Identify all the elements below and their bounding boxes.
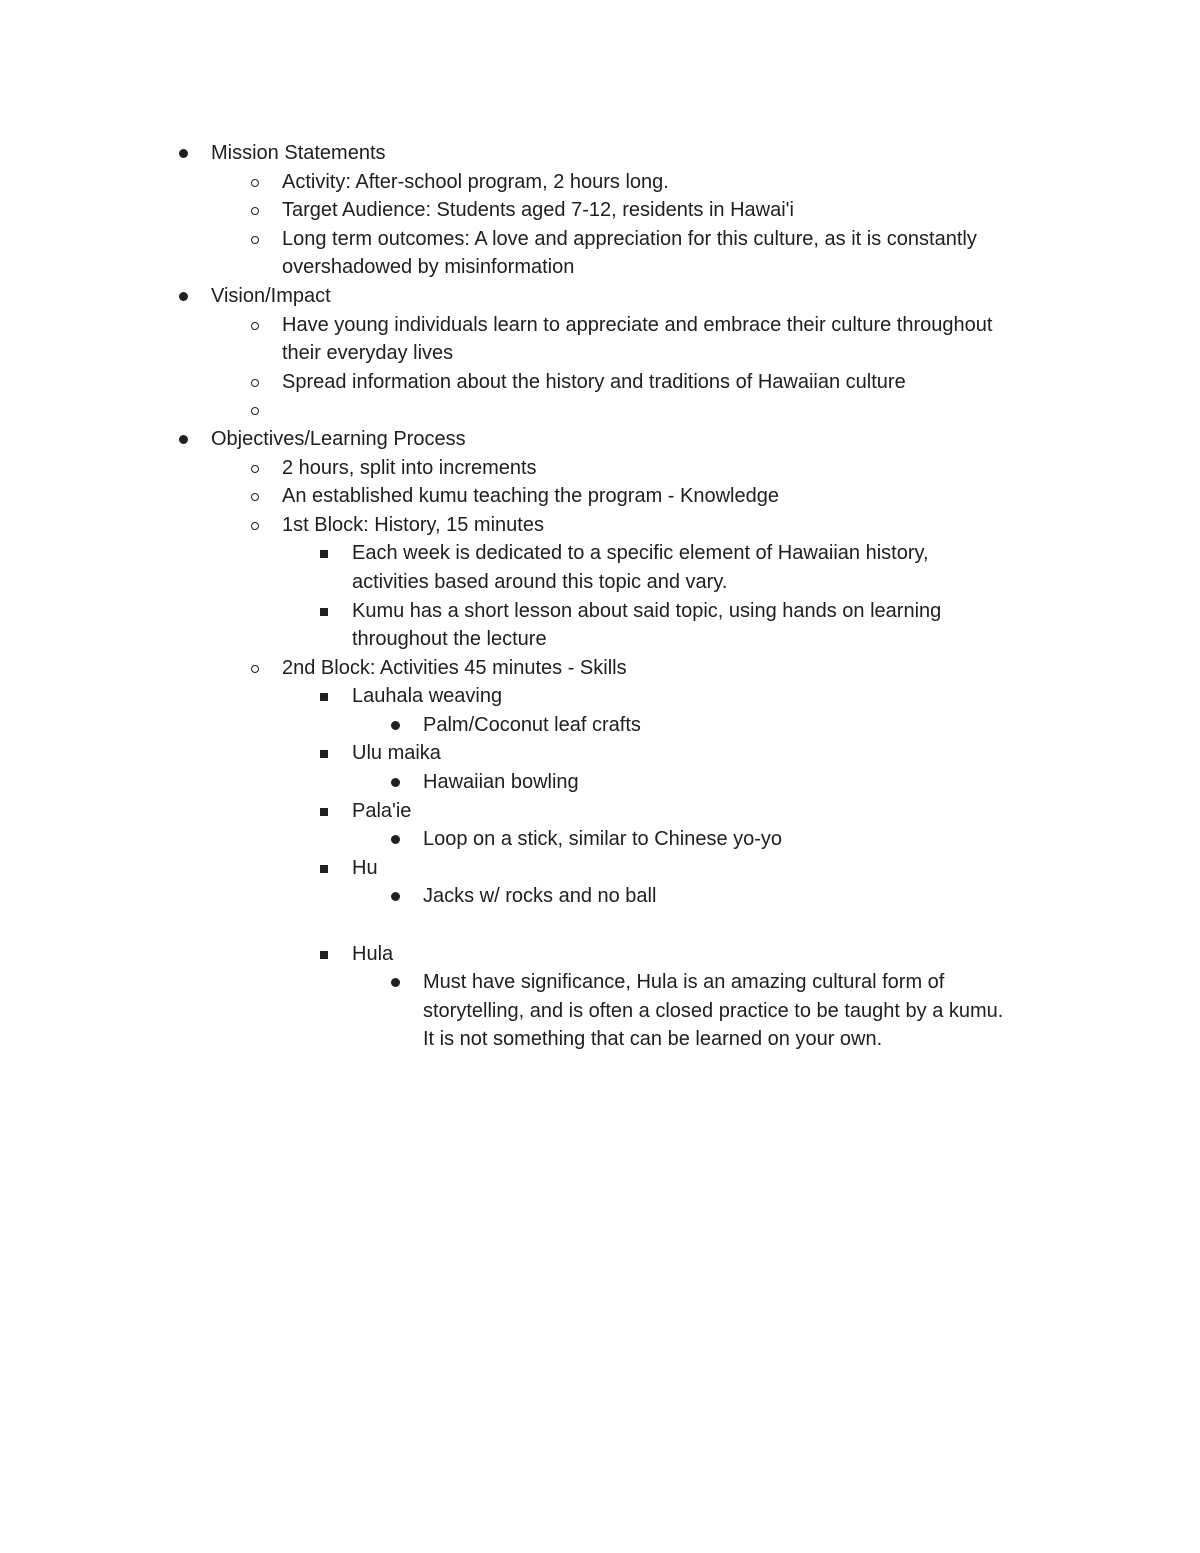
square-bullet-icon — [320, 693, 328, 701]
list-item-text: their everyday lives — [282, 342, 454, 365]
square-bullet-icon — [320, 951, 328, 959]
list-item-activity-hula — [0, 940, 1200, 969]
circle-bullet-icon — [251, 179, 259, 187]
list-item-text: throughout the lecture — [352, 628, 547, 651]
list-item-activity-palaie — [0, 797, 1200, 826]
list-item-mission-heading — [0, 139, 1200, 168]
list-item-outcomes-continued — [0, 253, 1200, 282]
list-item-block1-sub1 — [0, 539, 1200, 568]
circle-bullet-icon — [251, 407, 259, 415]
list-item-text: Loop on a stick, similar to Chinese yo-yo — [423, 828, 783, 851]
list-item-activity-ulu-maika — [0, 739, 1200, 768]
list-item-text: Each week is dedicated to a specific element of Hawaiian history, — [352, 542, 929, 565]
list-item-activity-hula-detail-continued — [0, 1025, 1200, 1054]
list-item-text: Have young individuals learn to appreciate and embrace their culture throughout — [282, 313, 993, 336]
list-item-text: Ulu maika — [352, 742, 441, 765]
list-item-block1 — [0, 511, 1200, 540]
disc-bullet-icon — [391, 892, 400, 901]
list-item-text: Vision/Impact — [211, 284, 331, 307]
circle-bullet-icon — [251, 207, 259, 215]
list-item-text: Spread information about the history and traditions of Hawaiian culture — [282, 370, 906, 393]
disc-bullet-icon — [391, 778, 400, 787]
list-item-objectives-2 — [0, 482, 1200, 511]
list-item-activity-lauhala-detail — [0, 711, 1200, 740]
circle-bullet-icon — [251, 379, 259, 387]
list-item-block2 — [0, 654, 1200, 683]
list-item-text: Lauhala weaving — [352, 685, 503, 708]
list-item-text: It is not something that can be learned on your own. — [423, 1028, 883, 1051]
circle-bullet-icon — [251, 465, 259, 473]
list-item-text: Objectives/Learning Process — [211, 427, 466, 450]
list-item-activity-hu — [0, 854, 1200, 883]
list-item-vision-heading — [0, 282, 1200, 311]
circle-bullet-icon — [251, 493, 259, 501]
list-item-text: 2 hours, split into increments — [282, 456, 537, 479]
list-item-vision-1-continued — [0, 339, 1200, 368]
list-item-vision-2 — [0, 368, 1200, 397]
list-item-vision-1 — [0, 311, 1200, 340]
circle-bullet-icon — [251, 522, 259, 530]
list-item-outcomes — [0, 225, 1200, 254]
list-item-text: storytelling, and is often a closed practice to be taught by a kumu. — [423, 999, 1004, 1022]
list-item-text: Target Audience: Students aged 7-12, residents in Hawai'i — [282, 199, 794, 222]
disc-bullet-icon — [391, 721, 400, 730]
list-item-text: Palm/Coconut leaf crafts — [423, 713, 641, 736]
circle-bullet-icon — [251, 665, 259, 673]
list-item-vision-3-empty — [0, 396, 1200, 425]
list-item-text: Mission Statements — [211, 142, 386, 164]
square-bullet-icon — [320, 808, 328, 816]
list-item-text: overshadowed by misinformation — [282, 256, 575, 279]
list-item-text: Hu — [352, 856, 378, 879]
list-item-text: 1st Block: History, 15 minutes — [282, 513, 544, 536]
list-item-activity-ulu-maika-detail — [0, 768, 1200, 797]
disc-bullet-icon — [391, 835, 400, 844]
circle-bullet-icon — [251, 322, 259, 330]
square-bullet-icon — [320, 608, 328, 616]
blank-line — [0, 911, 1200, 940]
circle-bullet-icon — [251, 236, 259, 244]
disc-bullet-icon — [179, 435, 188, 444]
list-item-block1-sub1-continued — [0, 568, 1200, 597]
square-bullet-icon — [320, 550, 328, 558]
list-item-block1-sub2-continued — [0, 625, 1200, 654]
list-item-text: Pala'ie — [352, 799, 412, 822]
square-bullet-icon — [320, 750, 328, 758]
list-item-text: Kumu has a short lesson about said topic, using hands on learning — [352, 599, 942, 622]
list-item-block1-sub2 — [0, 597, 1200, 626]
list-item-text: Long term outcomes: A love and appreciation for this culture, as it is constantly — [282, 227, 977, 250]
list-item-activity-hu-detail — [0, 882, 1200, 911]
disc-bullet-icon — [179, 292, 188, 301]
list-item-text: Must have significance, Hula is an amazing cultural form of — [423, 971, 945, 994]
list-item-activity-lauhala — [0, 682, 1200, 711]
disc-bullet-icon — [391, 978, 400, 987]
list-item-audience — [0, 196, 1200, 225]
list-item-text: Hula — [352, 942, 394, 965]
list-item-activity — [0, 168, 1200, 197]
list-item-objectives-heading — [0, 425, 1200, 454]
list-item-text: Activity: After-school program, 2 hours long. — [282, 170, 669, 193]
list-item-objectives-1 — [0, 454, 1200, 483]
square-bullet-icon — [320, 865, 328, 873]
list-item-activity-hula-detail-continued — [0, 997, 1200, 1026]
list-item-text: 2nd Block: Activities 45 minutes - Skills — [282, 656, 627, 679]
list-item-activity-palaie-detail — [0, 825, 1200, 854]
list-item-activity-hula-detail — [0, 968, 1200, 997]
list-item-text: Jacks w/ rocks and no ball — [423, 885, 657, 908]
list-item-text: activities based around this topic and vary. — [352, 570, 728, 593]
list-item-text: Hawaiian bowling — [423, 771, 579, 794]
disc-bullet-icon — [179, 149, 188, 158]
list-item-text: An established kumu teaching the program - Knowledge — [282, 485, 779, 508]
document-outline — [0, 139, 1200, 1054]
